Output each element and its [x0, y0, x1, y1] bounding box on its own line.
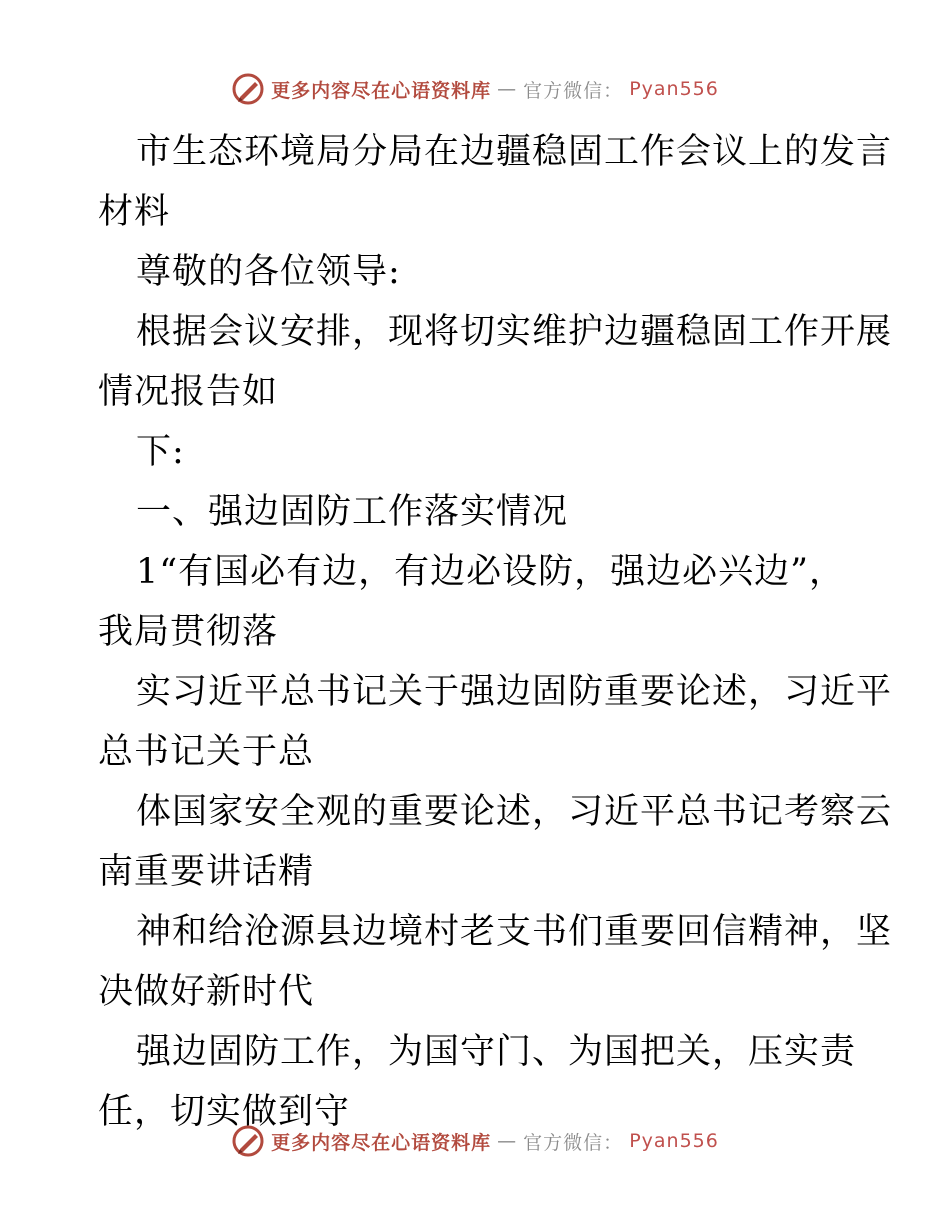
watermark-label: 官方微信： [523, 79, 624, 102]
paragraph-line: 总书记关于总 [98, 732, 315, 772]
pen-logo-icon [231, 72, 265, 106]
footer-watermark [0, 1124, 950, 1158]
title-line-2: 材料 [98, 192, 171, 232]
document-body [98, 122, 893, 1142]
pen-logo-icon [231, 1124, 265, 1158]
title-line-1: 市生态环境局分局在边疆稳固工作会议上的发言 [136, 132, 893, 172]
paragraph-line: 我局贯彻落 [98, 612, 279, 652]
section-heading: 一、强边固防工作落实情况 [136, 492, 569, 532]
watermark-dash: — [497, 1130, 518, 1152]
paragraph-line: 体国家安全观的重要论述，习近平总书记考察云 [136, 792, 893, 832]
header-watermark [0, 72, 950, 106]
paragraph-line: 下: [136, 432, 185, 472]
paragraph-line: 任，切实做到守 [98, 1092, 351, 1132]
paragraph-line: 根据会议安排，现将切实维护边疆稳固工作开展 [136, 312, 893, 352]
watermark-dash: — [497, 78, 518, 100]
paragraph-line: 南重要讲话精 [98, 852, 315, 892]
paragraph-line: 1“有国必有边，有边必设防，强边必兴边”， [136, 552, 846, 592]
watermark-brand: 更多内容尽在心语资料库 [271, 79, 492, 102]
paragraph-line: 决做好新时代 [98, 972, 315, 1012]
paragraph-line: 实习近平总书记关于强边固防重要论述，习近平 [136, 672, 893, 712]
paragraph-line: 神和给沧源县边境村老支书们重要回信精神，坚 [136, 912, 893, 952]
watermark-id: Pyan556 [629, 78, 719, 100]
paragraph-line: 强边固防工作，为国守门、为国把关，压实责 [136, 1032, 857, 1072]
salutation: 尊敬的各位领导: [136, 252, 401, 292]
watermark-label: 官方微信： [523, 1131, 624, 1154]
paragraph-line: 情况报告如 [98, 372, 279, 412]
watermark-id: Pyan556 [629, 1130, 719, 1152]
watermark-brand: 更多内容尽在心语资料库 [271, 1131, 492, 1154]
